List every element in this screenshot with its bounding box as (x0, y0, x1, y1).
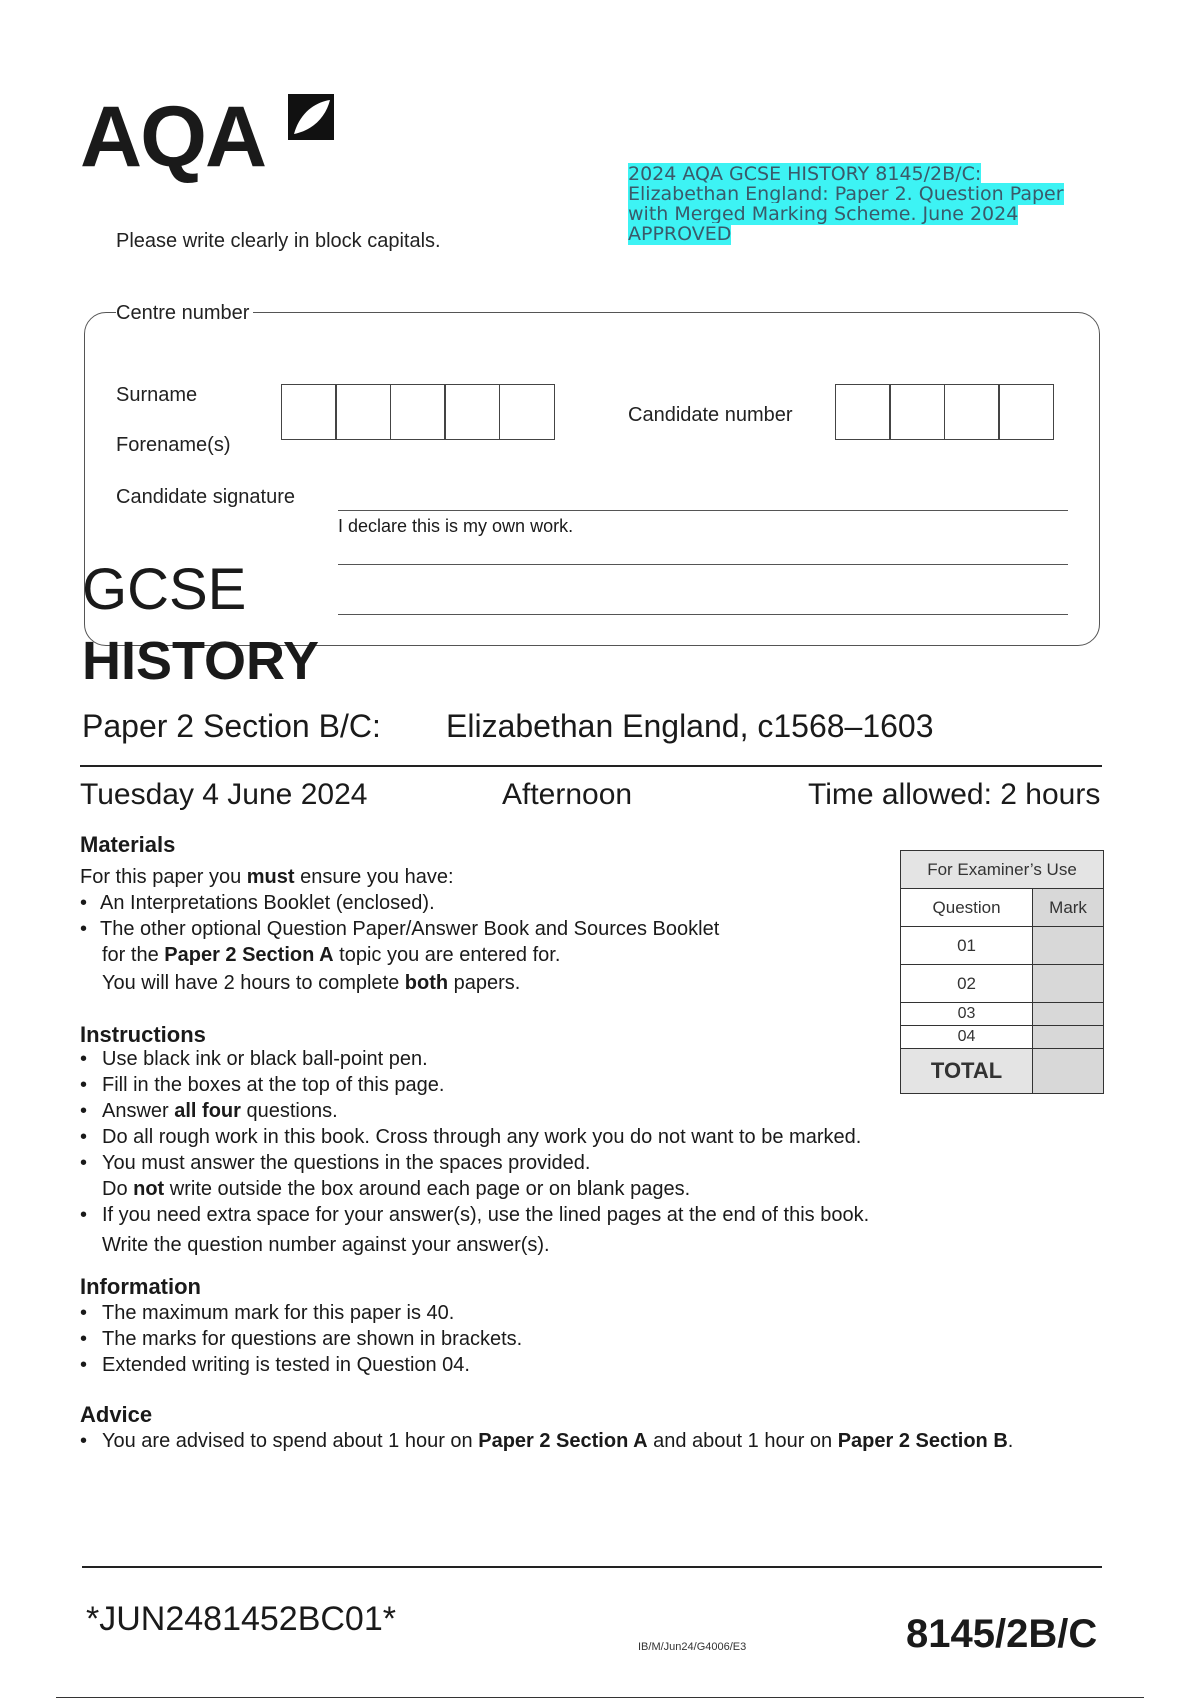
list-item: • The maximum mark for this paper is 40. (80, 1300, 522, 1326)
divider-line (338, 564, 1068, 565)
column-header-question: Question (901, 889, 1033, 927)
list-item: • Use black ink or black ball-point pen. (80, 1046, 869, 1072)
table-row (901, 927, 1104, 965)
list-item: • The other optional Question Paper/Answer Book and Sources Booklet (80, 916, 719, 942)
centre-number-label: Centre number (116, 302, 253, 325)
paper-code: 8145/2B/C (906, 1612, 1098, 1656)
question-number: 03 (901, 1003, 1033, 1026)
list-item: • Answer all four questions. (80, 1098, 869, 1124)
list-item: Write the question number against your answer(s). (102, 1234, 550, 1256)
table-row (901, 1003, 1104, 1026)
list-item: You will have 2 hours to complete both papers. (102, 972, 521, 994)
list-item: • If you need extra space for your answer(s), use the lined pages at the end of this book. (80, 1202, 869, 1228)
column-header-mark: Mark (1033, 889, 1104, 927)
advice-list (80, 1428, 1013, 1454)
candidate-digit-box[interactable] (998, 384, 1054, 440)
exam-session: Afternoon (502, 778, 633, 811)
list-item: • An Interpretations Booklet (enclosed). (80, 890, 719, 916)
qualification-title: GCSE (82, 557, 247, 622)
surname-label: Surname (116, 384, 198, 406)
candidate-number-label: Candidate number (628, 404, 793, 426)
mark-cell (1033, 1003, 1104, 1026)
list-item: • You are advised to spend about 1 hour on Paper 2 Section A and about 1 hour on Paper 2 Section B. (80, 1428, 1013, 1454)
information-heading: Information (80, 1274, 201, 1299)
list-item: • Fill in the boxes at the top of this page. (80, 1072, 869, 1098)
centre-number-boxes[interactable] (282, 384, 555, 440)
page-bottom-rule (56, 1697, 1144, 1698)
exam-date: Tuesday 4 June 2024 (80, 778, 368, 811)
signature-line[interactable] (338, 510, 1068, 511)
instructions-heading: Instructions (80, 1022, 206, 1047)
reference-code: IB/M/Jun24/G4006/E3 (638, 1641, 747, 1653)
signature-label: Candidate signature (116, 486, 296, 508)
divider-line (338, 614, 1068, 615)
centre-digit-box[interactable] (281, 384, 337, 440)
subject-title: HISTORY (82, 631, 320, 691)
total-label: TOTAL (901, 1049, 1033, 1094)
logo-text: AQA (80, 89, 266, 185)
highlight-note: 2024 AQA GCSE HISTORY 8145/2B/C: Elizabethan England: Paper 2. Question Paper with Merged Marking Scheme. June 2024 APPROVED (628, 163, 1064, 245)
paper-topic: Elizabethan England, c1568–1603 (446, 708, 934, 744)
materials-list (80, 890, 719, 996)
barcode-text: *JUN2481452BC01* (86, 1600, 396, 1638)
centre-digit-box[interactable] (499, 384, 555, 440)
centre-digit-box[interactable] (444, 384, 500, 440)
table-row (901, 1026, 1104, 1049)
list-item: • You must answer the questions in the spaces provided. (80, 1150, 869, 1176)
aqa-leaf-icon (286, 92, 336, 142)
time-allowed: Time allowed: 2 hours (808, 778, 1101, 811)
paper-section: Paper 2 Section B/C: (82, 708, 381, 744)
list-item: • The marks for questions are shown in brackets. (80, 1326, 522, 1352)
list-item: • Do all rough work in this book. Cross through any work you do not want to be marked. (80, 1124, 869, 1150)
examiner-use-table (900, 850, 1104, 1094)
block-capitals-instruction: Please write clearly in block capitals. (116, 230, 441, 252)
aqa-logo (80, 86, 350, 186)
centre-digit-box[interactable] (335, 384, 391, 440)
table-row (901, 965, 1104, 1003)
list-item: • Extended writing is tested in Question 04. (80, 1352, 522, 1378)
candidate-digit-box[interactable] (944, 384, 1000, 440)
list-item: for the Paper 2 Section A topic you are entered for. (102, 944, 561, 966)
instructions-list (80, 1046, 869, 1258)
centre-digit-box[interactable] (390, 384, 446, 440)
footer-rule (82, 1566, 1102, 1568)
question-number: 01 (901, 927, 1033, 965)
question-number: 04 (901, 1026, 1033, 1049)
declaration-text: I declare this is my own work. (338, 516, 574, 536)
candidate-number-boxes[interactable] (836, 384, 1054, 440)
list-item: Do not write outside the box around each page or on blank pages. (102, 1178, 691, 1200)
mark-cell (1033, 1026, 1104, 1049)
information-list (80, 1300, 522, 1378)
materials-intro: For this paper you must ensure you have: (80, 866, 454, 888)
mark-cell (1033, 965, 1104, 1003)
candidate-digit-box[interactable] (835, 384, 891, 440)
advice-heading: Advice (80, 1402, 153, 1427)
candidate-digit-box[interactable] (889, 384, 945, 440)
question-number: 02 (901, 965, 1033, 1003)
mark-cell (1033, 927, 1104, 965)
examiner-table-title: For Examiner’s Use (901, 851, 1104, 889)
header-rule (80, 765, 1102, 767)
forenames-label: Forename(s) (116, 434, 231, 456)
total-mark-cell (1033, 1049, 1104, 1094)
materials-heading: Materials (80, 832, 176, 857)
